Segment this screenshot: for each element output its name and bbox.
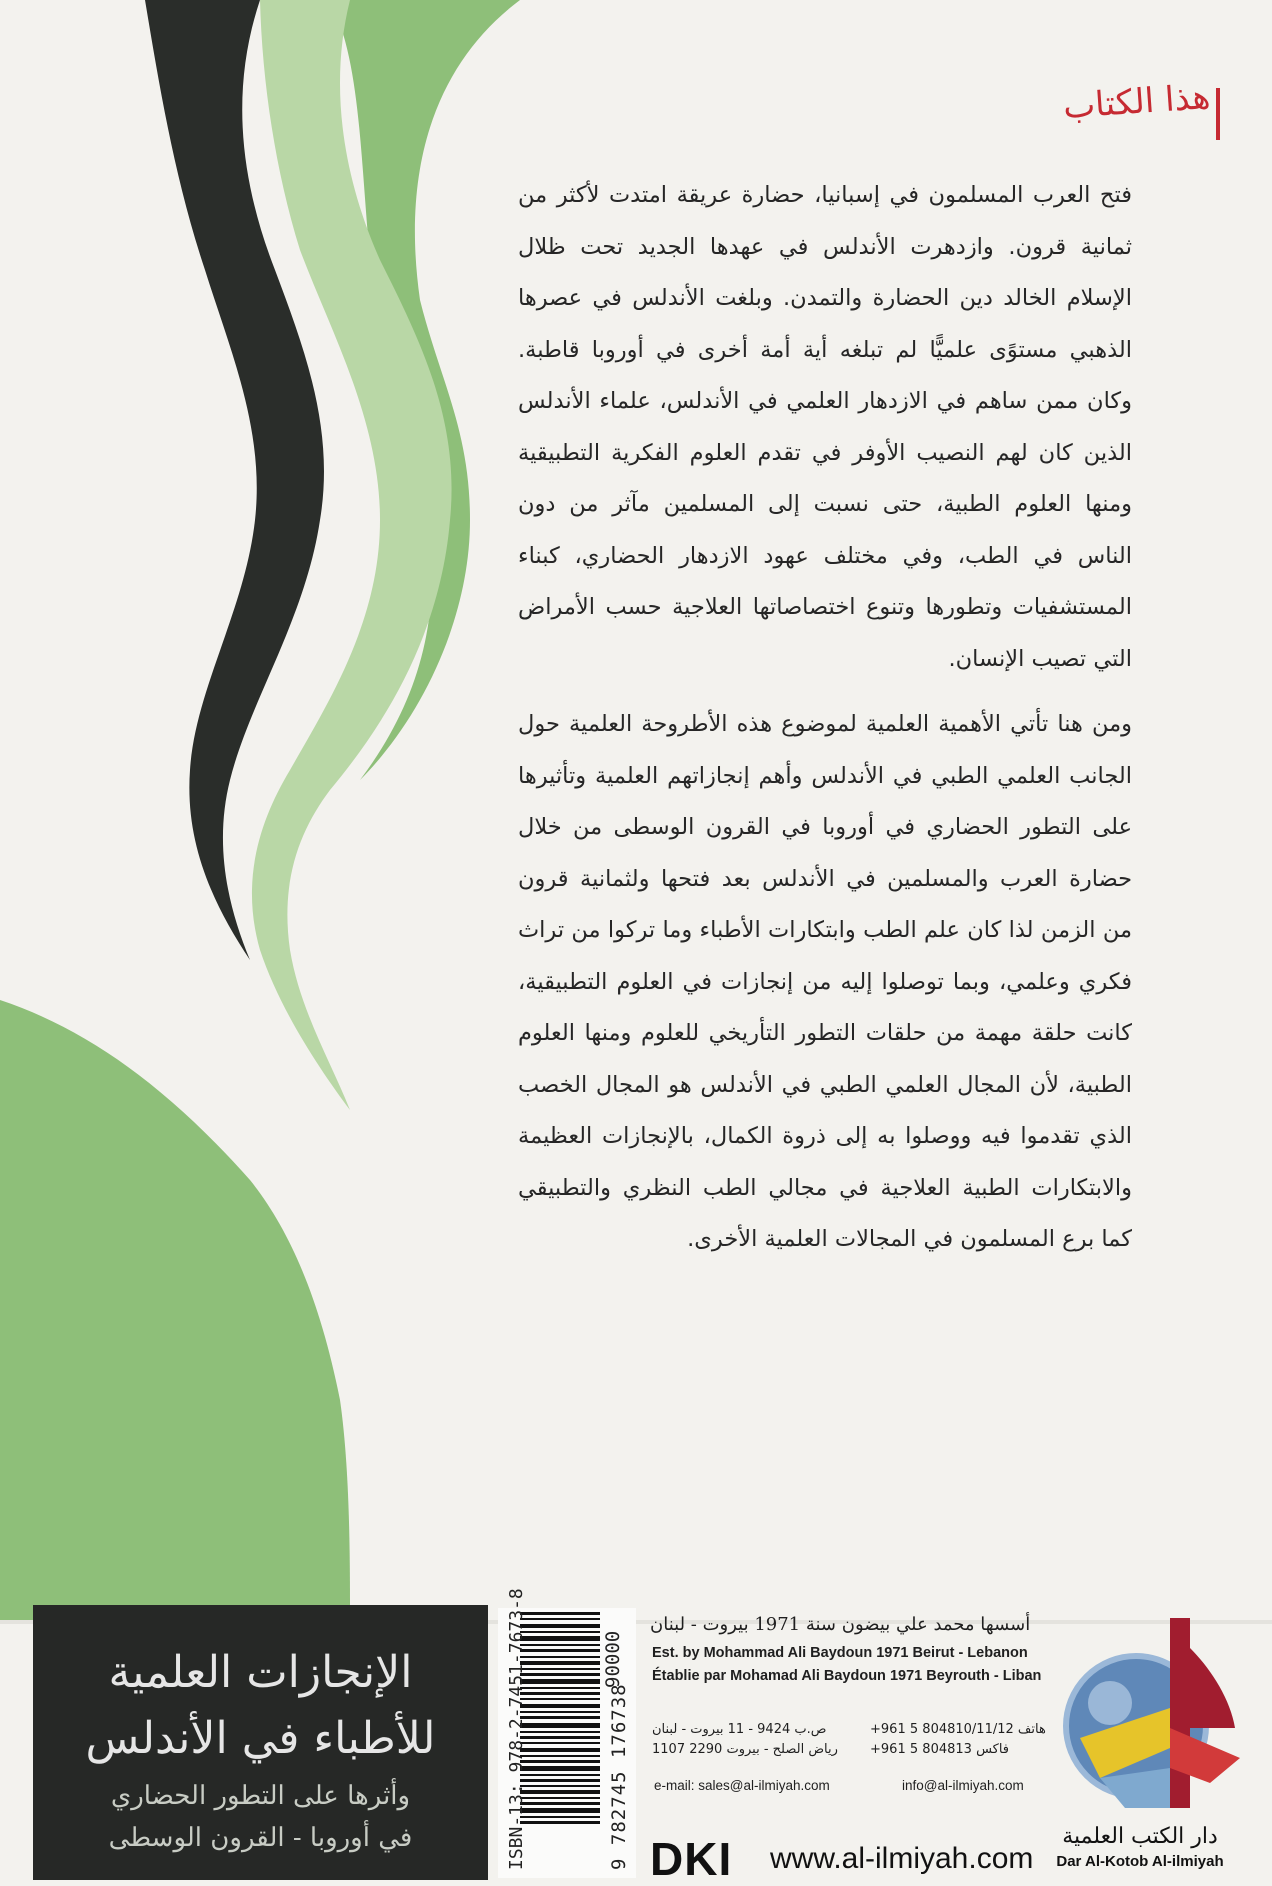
publisher-name-en: Dar Al-Kotob Al-ilmiyah bbox=[1056, 1853, 1224, 1870]
publisher-tel: هاتف 804810/11/12 5 961+ bbox=[870, 1722, 1046, 1737]
dki-brand-logo: DKI bbox=[650, 1833, 733, 1885]
blurb-paragraph-1: فتح العرب المسلمون في إسبانيا، حضارة عريقة امتدت لأكثر من ثمانية قرون. وازدهرت الأندلس في عهدها الجديد تحت ظلال الإسلام الخالد دين الحضارة والتمدن. وبلغت الأندلس في عصرها الذهبي مستوًى علميًّا لم تبلغه أية أمة أخرى في أوروبا قاطبة. وكان ممن ساهم في الازدهار العلمي في الأندلس، علماء الأندلس الذين كان لهم النصيب الأوفر في تقدم العلوم الفكرية التطبيقية ومنها العلوم الطبية، حتى نسبت إلى المسلمين مآثر من دون الناس في الطب، وفي مختلف عهود الازدهار الحضاري، كبناء المستشفيات وتطورها وتنوع اختصاصاتها العلاجية حسب الأمراض التي تصيب الإنسان. bbox=[518, 182, 1132, 672]
publisher-pobox: ص.ب 9424 - 11 بيروت - لبنان bbox=[652, 1722, 827, 1737]
book-title-line-2: للأطباء في الأندلس bbox=[85, 1713, 436, 1764]
price-code: 90000 bbox=[602, 1630, 624, 1688]
publisher-founded-fr: Établie par Mohamad Ali Baydoun 1971 Beyrouth - Liban bbox=[652, 1668, 1042, 1684]
publisher-founded-en: Est. by Mohammad Ali Baydoun 1971 Beirut - Lebanon bbox=[652, 1645, 1028, 1661]
barcode-icon bbox=[520, 1612, 600, 1827]
publisher-website[interactable]: www.al-ilmiyah.com bbox=[770, 1842, 1034, 1875]
publisher-email-sales[interactable]: e-mail: sales@al-ilmiyah.com bbox=[654, 1778, 830, 1793]
book-subtitle-line-2: في أوروبا - القرون الوسطى bbox=[108, 1823, 413, 1853]
book-title-line-1: الإنجازات العلمية bbox=[108, 1647, 413, 1698]
blurb-text bbox=[518, 170, 1132, 1266]
publisher-riad: رياض الصلح - بيروت 2290 1107 bbox=[652, 1742, 838, 1757]
isbn-label: ISBN-13: 978-2-7451-7673-8 bbox=[506, 1588, 527, 1870]
badge-rule bbox=[1216, 88, 1220, 140]
book-title-block bbox=[33, 1605, 488, 1880]
publisher-email-info[interactable]: info@al-ilmiyah.com bbox=[902, 1778, 1024, 1793]
publisher-fax: فاكس 804813 5 961+ bbox=[870, 1742, 1010, 1757]
book-subtitle-line-1: وأثرها على التطور الحضاري bbox=[110, 1781, 411, 1811]
publisher-logo-icon bbox=[1040, 1608, 1245, 1823]
barcode-digits: 9 782745 176738 bbox=[608, 1683, 630, 1870]
publisher-founded-ar: أسسها محمد علي بيضون سنة 1971 بيروت - لبنان bbox=[650, 1614, 1031, 1635]
this-book-badge: هذا الكتاب bbox=[1061, 76, 1212, 128]
blurb-paragraph-2: ومن هنا تأتي الأهمية العلمية لموضوع هذه الأطروحة العلمية حول الجانب العلمي الطبي في الأندلس وأهم إنجازاتهم العلمية وتأثيرها على التطور الحضاري في أوروبا في القرون الوسطى من خلال حضارة العرب والمسلمين في الأندلس بعد فتحها ولثمانية قرون من الزمن لذا كان علم الطب وابتكارات الأطباء وما تركوا من تراث فكري وعلمي، وبما توصلوا إليه من إنجازات في العلوم التطبيقية، كانت حلقة مهمة من حلقات التطور التأريخي للعلوم ومنها العلوم الطبية، لأن المجال العلمي الطبي في الأندلس هو المجال الخصب الذي تقدموا فيه ووصلوا به إلى ذروة الكمال، بالإنجازات العظيمة والابتكارات الطبية العلاجية في مجالي الطب النظري والتطبيقي كما برع المسلمون في المجالات العلمية الأخرى. bbox=[518, 711, 1132, 1252]
publisher-name-ar: دار الكتب العلمية bbox=[1062, 1824, 1218, 1849]
